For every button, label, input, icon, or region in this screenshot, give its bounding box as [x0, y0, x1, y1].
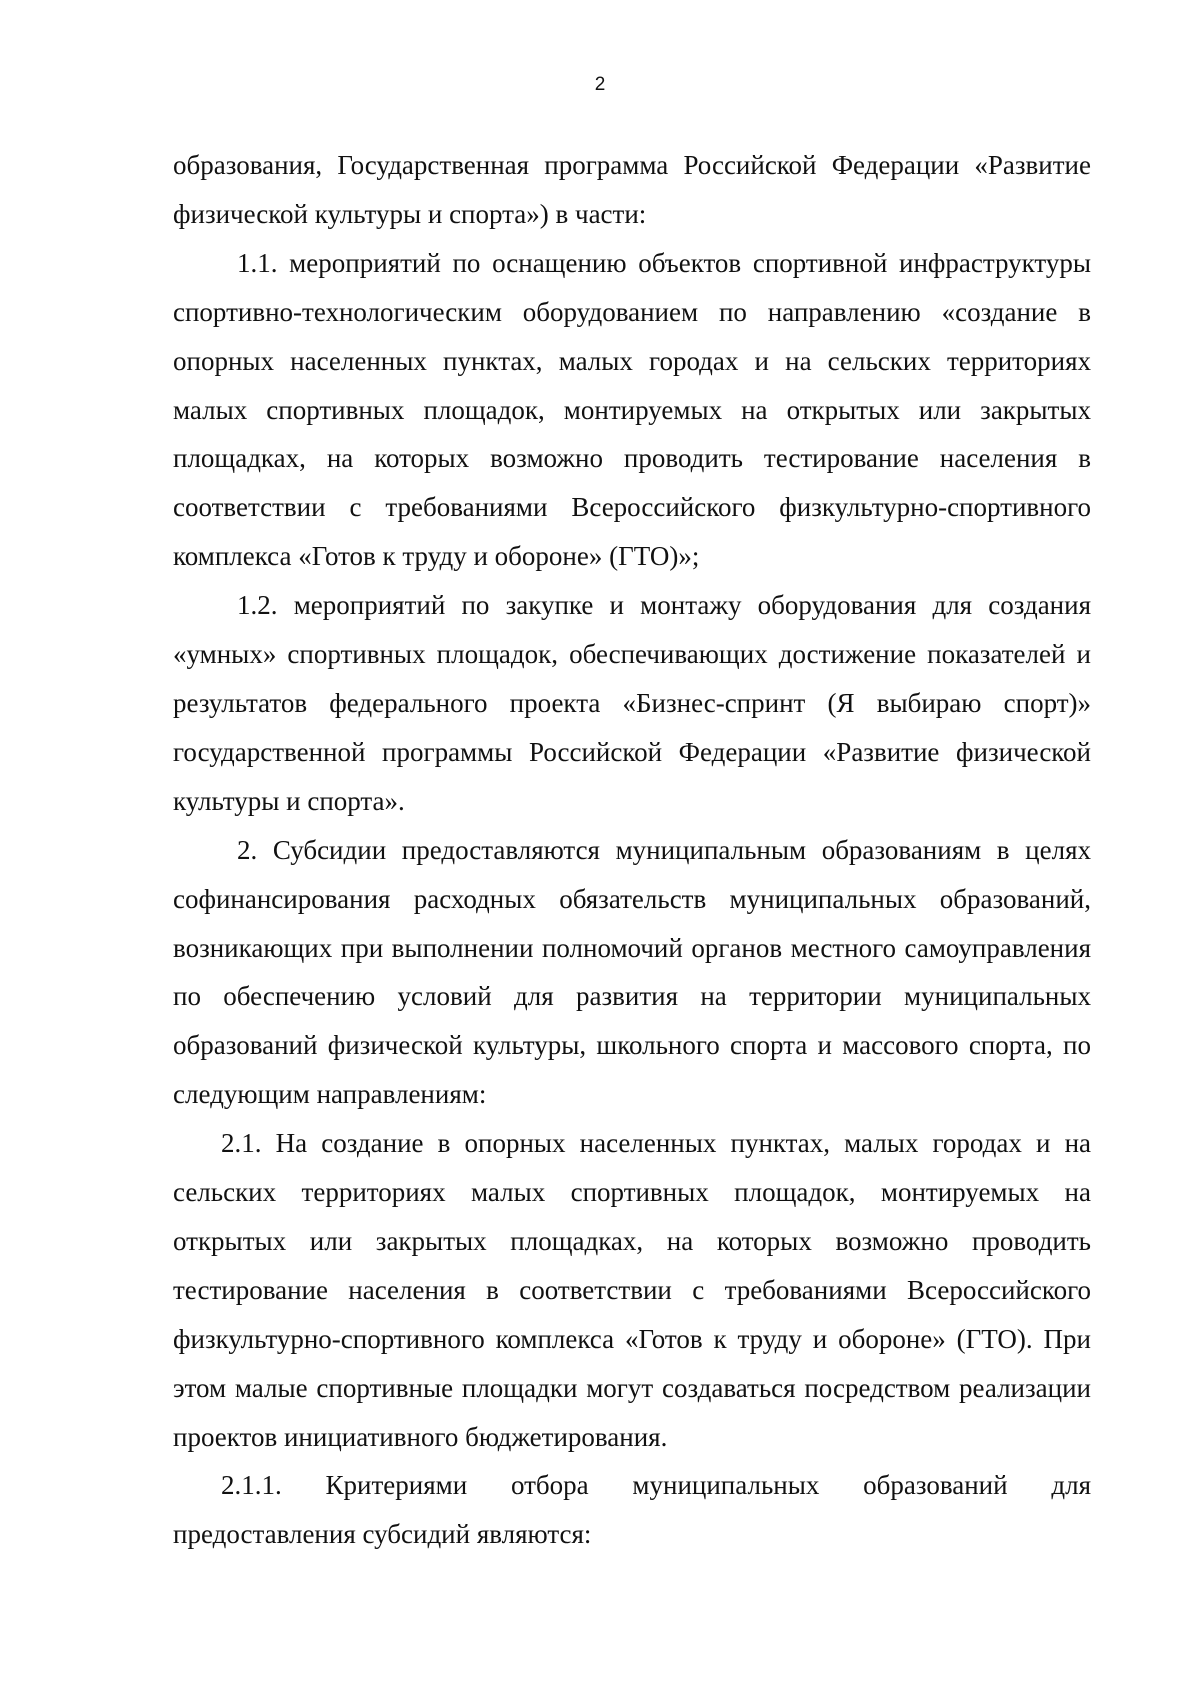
paragraph-2: 2. Субсидии предоставляются муниципальным образованиям в целях софинансирования расходных обязательств муниципальных образований, возникающих при выполнении полномочий органов местного самоуправления по обеспечению условий для развития на территории муниципальных образований физической культуры, школьного спорта и массового спорта, по следующим направлениям:	[173, 834, 1091, 1110]
paragraph-1-1: 1.1. мероприятий по оснащению объектов спортивной инфраструктуры спортивно-технологическим оборудованием по направлению «создание в опорных населенных пунктах, малых городах и на сельских территориях малых спортивных площадок, монтируемых на открытых или закрытых площадках, на которых возможно проводить тестирование населения в соответствии с требованиями Всероссийского физкультурно-спортивного комплекса «Готов к труду и обороне» (ГТО)»;	[173, 247, 1091, 572]
paragraph-continuation: образования, Государственная программа Российской Федерации «Развитие физической культуры и спорта») в части:	[173, 150, 1091, 229]
paragraph-2-1: 2.1. На создание в опорных населенных пунктах, малых городах и на сельских территориях малых спортивных площадок, монтируемых на открытых или закрытых площадках, на которых возможно проводить тестирование населения в соответствии с требованиями Всероссийского физкультурно-спортивного комплекса «Готов к труду и обороне» (ГТО). При этом малые спортивные площадки могут создаваться посредством реализации проектов инициативного бюджетирования.	[173, 1128, 1091, 1452]
page-number: 2	[594, 74, 606, 95]
paragraph-2-1-1: 2.1.1. Критериями отбора муниципальных образований для предоставления субсидий являются:	[173, 1470, 1091, 1550]
document-body	[173, 141, 1091, 1559]
paragraph-1-2: 1.2. мероприятий по закупке и монтажу оборудования для создания «умных» спортивных площадок, обеспечивающих достижение показателей и результатов федерального проекта «Бизнес-спринт (Я выбираю спорт)» государственной программы Российской Федерации «Развитие физической культуры и спорта».	[173, 590, 1091, 816]
